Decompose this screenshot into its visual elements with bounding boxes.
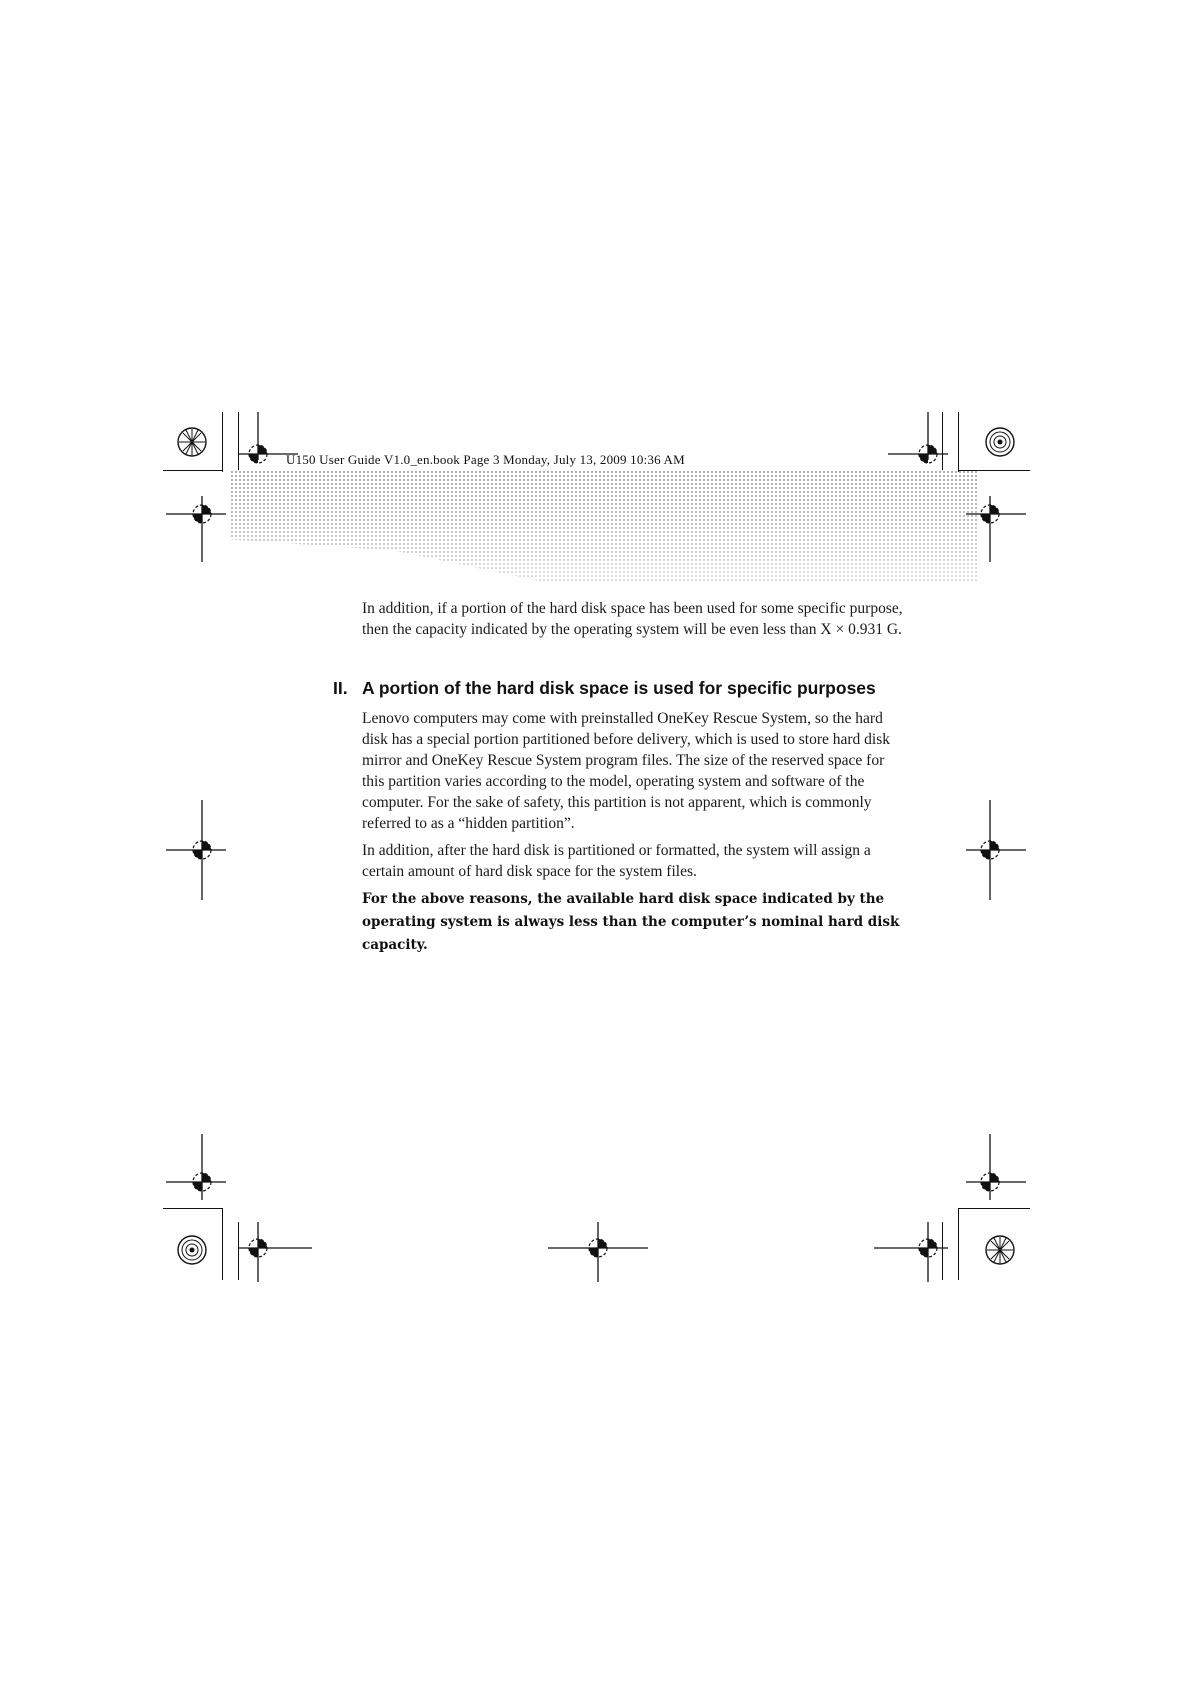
intro-block	[362, 598, 907, 646]
section-heading	[333, 678, 923, 699]
registration-mark-icon	[166, 1134, 226, 1204]
registration-mark-icon	[548, 1222, 648, 1282]
crop-line	[958, 412, 959, 472]
registration-mark-icon	[166, 800, 226, 900]
body-paragraph-2: In addition, after the hard disk is partitioned or formatted, the system will assign a certain amount of hard disk space for the system files.	[362, 842, 871, 880]
color-calibration-icon	[176, 426, 208, 458]
color-calibration-icon	[176, 1234, 208, 1266]
crop-line	[163, 470, 223, 471]
crop-line	[222, 412, 223, 472]
halftone-band	[230, 470, 978, 582]
crop-line	[163, 1208, 223, 1209]
section-heading-text: A portion of the hard disk space is used for specific purposes	[362, 678, 876, 698]
body-paragraph-1: Lenovo computers may come with preinstalled OneKey Rescue System, so the hard disk has a special portion partitioned before delivery, which is used to store hard disk mirror and OneKey Rescue System program files. The size of the reserved space for this partition varies according to the model, operating system and software of the computer. For the sake of safety, this partition is not apparent, which is commonly referred to as a “hidden partition”.	[362, 710, 891, 832]
registration-mark-icon	[888, 412, 948, 472]
registration-mark-icon	[966, 800, 1026, 900]
registration-mark-icon	[166, 496, 226, 566]
book-header: U150 User Guide V1.0_en.book Page 3 Monday, July 13, 2009 10:36 AM	[286, 452, 685, 467]
registration-mark-icon	[238, 1222, 318, 1282]
registration-mark-icon	[966, 1134, 1026, 1204]
color-calibration-icon	[984, 426, 1016, 458]
crop-line	[958, 1208, 959, 1280]
body-block	[362, 708, 907, 957]
registration-mark-icon	[868, 1222, 948, 1282]
crop-line	[958, 1208, 1030, 1209]
color-calibration-icon	[984, 1234, 1016, 1266]
intro-paragraph: In addition, if a portion of the hard disk space has been used for some specific purpose, then the capacity indicated by the operating system will be even less than X × 0.931 G.	[362, 600, 903, 638]
crop-line	[222, 1208, 223, 1280]
section-heading-number: II.	[333, 678, 348, 698]
conclusion-paragraph: For the above reasons, the available hard disk space indicated by the operating system is always less than the computer’s nominal hard disk capacity.	[362, 891, 900, 953]
